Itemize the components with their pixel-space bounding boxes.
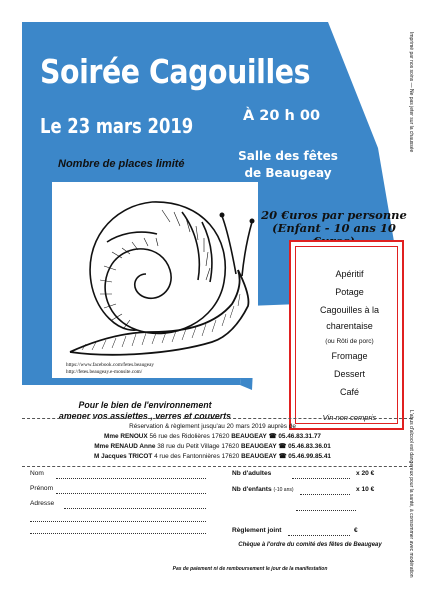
enfants-label: Nb d'enfants [232,486,272,493]
contact-row [40,432,385,441]
contact-phone: ☎ 05.46.83.36.01 [278,443,331,450]
menu-box [289,240,404,430]
contact-row [40,452,385,461]
prenom-label: Prénom [30,485,54,492]
snail-illustration [52,182,258,378]
event-time: À 20 h 00 [243,108,321,124]
contact-city: BEAUGEAY [240,443,277,450]
prenom-field[interactable] [56,493,206,494]
menu-item-fromage: Fromage [331,351,368,361]
menu-inner-frame [295,246,398,424]
adresse-field-line-2[interactable] [30,521,206,522]
cut-line [22,418,412,419]
adultes-price: x 20 € [356,470,375,477]
reglement-field[interactable] [288,535,350,536]
event-title: Soirée Cagouilles [40,52,311,91]
footer-note: Pas de paiement ni de remboursement le jour de la manifestation [172,566,328,572]
event-venue [228,148,348,182]
event-date: Le 23 mars 2019 [40,114,194,138]
contact-city: BEAUGEAY [241,453,277,460]
facebook-link[interactable]: https://www.facebook.com/fetes.beaugeay [66,362,154,368]
contact-address: 38 rue du Petit Village 17620 [157,443,240,450]
environment-line-2: amener vos assiettes , verres et couverts [58,411,232,421]
enfants-price: x 10 € [356,486,375,493]
menu-item-cafe: Café [339,387,359,397]
contact-name: Mme RENAUD Anne [94,443,156,450]
contact-name: M Jacques TRICOT [94,453,153,460]
adultes-label: Nb d'adultes [232,470,272,477]
contact-name: Mme RENOUX [104,433,148,440]
total-field[interactable] [296,510,356,511]
printer-note: Imprimé par nos soins — Ne pas jeter sur la chaussée [408,32,414,153]
enfants-row [232,486,294,493]
links [66,362,154,376]
reglement-label: Règlement joint [232,527,282,534]
contact-address: 4 rue des Fantonnières 17620 [154,453,240,460]
form-separator [22,466,412,467]
adultes-field[interactable] [292,478,350,479]
nom-label: Nom [30,470,44,477]
nom-field[interactable] [56,478,206,479]
contact-address: 56 rue des Ridolières 17620 [149,433,230,440]
website-link[interactable]: http://fetes.beaugeay.e-monsite.com/ [66,369,143,375]
menu-item-aperitif: Apéritif [335,269,364,279]
cheque-note: Chèque à l'ordre du comité des fêtes de Beaugeay [238,542,382,548]
adresse-label: Adresse [30,500,55,507]
venue-line-2: de Beaugeay [244,166,332,180]
contact-row [40,442,385,451]
venue-line-1: Salle des fêtes [238,149,338,163]
reglement-unit: € [354,527,358,534]
alcohol-warning: L'abus d'alcool est dangereux pour la santé, à consommer avec modération [408,410,414,578]
limited-places: Nombre de places limité [58,158,185,170]
environment-line-1: Pour le bien de l'environnement [78,400,212,410]
menu-item-dessert: Dessert [333,369,365,379]
contact-phone: ☎ 05.46.83.31.77 [268,433,321,440]
contact-city: BEAUGEAY [231,433,267,440]
contact-phone: ☎ 05.46.99.85.41 [278,453,331,460]
menu-note: Vin non compris [322,413,377,422]
price-adult: 20 €uros par personne [261,208,407,222]
menu-item-cagouilles: Cagouilles à la [319,305,380,315]
menu-item-alternative: (ou Rôti de porc) [325,338,374,345]
menu-item-potage: Potage [335,287,364,297]
adresse-field-line-3[interactable] [30,533,206,534]
enfants-field[interactable] [300,494,350,495]
snail-icon [52,182,258,378]
reservation-intro: Réservation & règlement jusqu'au 20 mars 2019 auprès de [129,423,296,430]
enfants-note: (-10 ans) [273,487,294,493]
menu-item-charentaise: charentaise [326,321,373,331]
adresse-field[interactable] [64,508,206,509]
price-child: (Enfant - 10 ans 10 [272,221,396,235]
